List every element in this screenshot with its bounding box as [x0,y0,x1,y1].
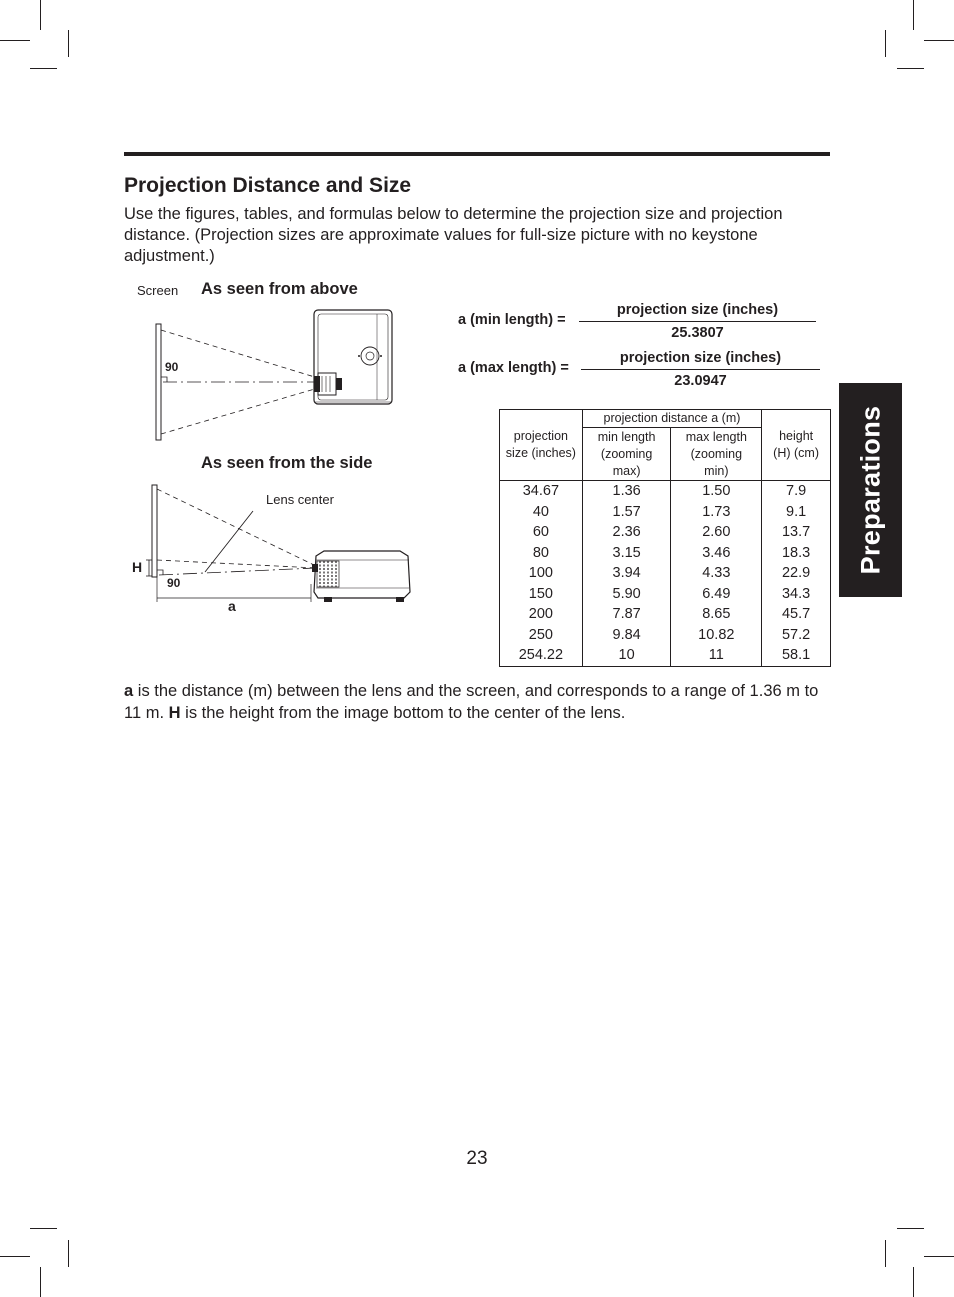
a-label: a [228,598,236,614]
formula-min-fraction [579,302,816,341]
cell-min: 7.87 [582,604,671,625]
page-number: 23 [466,1148,488,1169]
table-row [500,563,831,584]
lens-center-label: Lens center [266,492,334,507]
cell-height: 22.9 [762,563,831,584]
cell-height: 9.1 [762,502,831,523]
col-header-distance: projection distance a (m) [582,410,761,428]
formula-min-lhs: a (min length) = [458,312,566,328]
cell-max: 1.73 [671,502,762,523]
cell-max: 10.82 [671,625,762,646]
formula-min-numerator: projection size (inches) [579,302,816,322]
footnote-paragraph [124,680,834,724]
formula-min-denominator: 25.3807 [671,325,724,341]
cell-min: 10 [582,645,671,666]
cell-min: 1.36 [582,481,671,502]
cell-height: 13.7 [762,522,831,543]
footnote-h-term: H [168,704,181,722]
cell-size: 200 [500,604,583,625]
table-row [500,625,831,646]
cell-max: 3.46 [671,543,762,564]
formula-max-numerator: projection size (inches) [581,350,820,370]
intro-paragraph: Use the figures, tables, and formulas below to determine the projection size and projection distance. (Projection sizes are approximate values for full-size picture with no keystone adjustment.) [124,205,783,265]
table-row [500,584,831,605]
table-row [500,543,831,564]
table-row [500,604,831,625]
cell-min: 3.94 [582,563,671,584]
cell-height: 45.7 [762,604,831,625]
table-row [500,645,831,666]
table-row [500,481,831,502]
cell-height: 57.2 [762,625,831,646]
table-row [500,522,831,543]
cell-size: 40 [500,502,583,523]
cell-size: 100 [500,563,583,584]
cell-max: 4.33 [671,563,762,584]
cell-min: 2.36 [582,522,671,543]
formula-max-denominator: 23.0947 [674,373,727,389]
cell-height: 18.3 [762,543,831,564]
screen-label: Screen [137,283,179,298]
cell-height: 34.3 [762,584,831,605]
footnote-h-text: is the height from the image bottom to the center of the lens. [180,704,626,722]
cell-height: 7.9 [762,481,831,502]
formula-max-lhs: a (max length) = [458,360,569,376]
projection-table [499,409,831,667]
cell-max: 2.60 [671,522,762,543]
cell-min: 9.84 [582,625,671,646]
cell-max: 6.49 [671,584,762,605]
cell-size: 80 [500,543,583,564]
cell-min: 1.57 [582,502,671,523]
h-label: H [132,559,143,575]
cell-max: 1.50 [671,481,762,502]
top-angle-label: 90 [165,360,179,374]
cell-max: 11 [671,645,762,666]
cell-size: 254.22 [500,645,583,666]
top-view-heading: As seen from above [201,280,358,298]
cell-min: 3.15 [582,543,671,564]
footnote-a-term: a [124,682,134,700]
table-row [500,502,831,523]
cell-min: 5.90 [582,584,671,605]
page-title: Projection Distance and Size [124,174,412,197]
col-header-size: projection size (inches) [500,410,583,481]
side-tab-label: Preparations [855,405,885,575]
formula-max-fraction [581,350,820,389]
footnote-a-text: is the distance (m) between the lens and the screen, and corresponds to a range of 1.36 m to 11 m. [124,682,819,722]
col-header-min: min length (zooming max) [582,428,671,481]
col-header-max: max length (zooming min) [671,428,762,481]
cell-size: 60 [500,522,583,543]
side-view-heading: As seen from the side [201,454,373,472]
cell-height: 58.1 [762,645,831,666]
cell-size: 150 [500,584,583,605]
cell-max: 8.65 [671,604,762,625]
col-header-height: height (H) (cm) [762,410,831,481]
cell-size: 250 [500,625,583,646]
side-angle-label: 90 [167,576,181,590]
cell-size: 34.67 [500,481,583,502]
